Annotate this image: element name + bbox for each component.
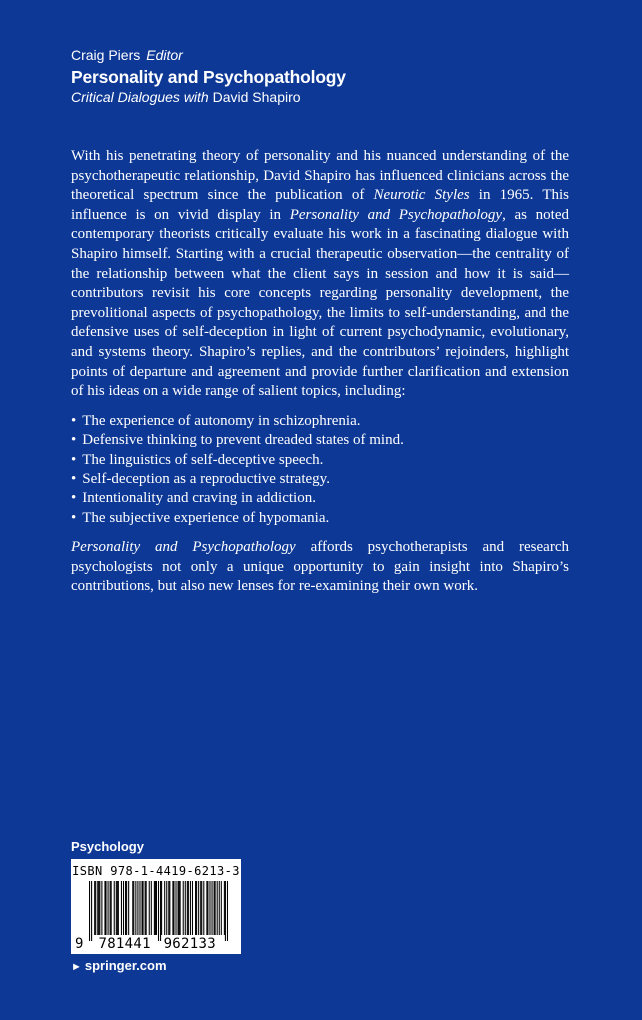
barcode-bar: [89, 881, 90, 941]
barcode-bar: [190, 881, 191, 935]
barcode-bar: [183, 881, 184, 935]
barcode-bar: [91, 881, 92, 941]
barcode-bar: [143, 881, 144, 935]
barcode-bar: [214, 881, 215, 935]
barcode-bar: [137, 881, 138, 935]
editor-name: Craig Piers: [71, 47, 141, 63]
barcode-bar: [126, 881, 127, 935]
barcode-bar: [116, 881, 117, 935]
p2-text: affords psychotherapists and research psychologists not only a unique opportunity to gain insight into Shapiro’s contributions, but also new lenses for re-examining their own work.: [71, 539, 569, 595]
subtitle-italic: Critical Dialogues with: [71, 89, 209, 105]
barcode-bar: [132, 881, 133, 935]
barcode-first-digit: 9: [75, 936, 84, 952]
arrow-right-icon: ►: [71, 961, 82, 973]
barcode-group-2: 962133: [163, 936, 216, 952]
barcode-bar: [173, 881, 174, 935]
p1-italic-title: Personality and Psychopathology: [289, 206, 503, 223]
barcode-bar: [158, 881, 159, 941]
barcode-bar: [212, 881, 213, 935]
editor-line: [71, 46, 591, 64]
barcode-bar: [99, 881, 100, 935]
barcode-bar: [114, 881, 115, 935]
barcode-bar: [104, 881, 105, 935]
barcode-bar: [225, 881, 226, 941]
barcode-bar: [224, 881, 225, 935]
isbn-label: ISBN 978-1-4419-6213-3: [72, 864, 240, 878]
barcode-bar: [180, 881, 181, 935]
subtitle-name: David Shapiro: [212, 89, 301, 105]
barcode-bar: [111, 881, 112, 935]
barcode-bar: [160, 881, 161, 941]
list-item: • Self-deception as a reproductive strategy.: [71, 470, 569, 489]
barcode-bar: [97, 881, 98, 935]
barcode-bar: [207, 881, 208, 935]
barcode-bar: [128, 881, 129, 935]
barcode-bar: [215, 881, 216, 935]
topic-list: [71, 412, 569, 528]
subject-category: Psychology: [71, 839, 144, 854]
description-paragraph-1: [71, 147, 569, 402]
barcode-bar: [172, 881, 173, 935]
book-title: Personality and Psychopathology: [71, 67, 346, 87]
p1-text-c: , as noted contemporary theorists critically evaluate his work in a fascinating dialogue with Shapiro himself. Starting with a crucial therapeutic observation—the centrality of the relationship between what the client says in session and how it is said—contributors revisit his core concepts regarding personality development, the prevolitional aspects of psychopathology, the limits to self-understanding, and the defensive uses of self-deception in light of current psychodynamic, evolutionary, and systems theory. Shapiro’s replies, and the contributors’ rejoinders, highlight points of departure and agreement and provide further clarification and extension of his ideas on a wide range of salient topics, including:: [71, 206, 569, 400]
p1-italic-neurotic-styles: Neurotic Styles: [373, 187, 470, 204]
list-item: • Intentionality and craving in addiction.: [71, 489, 569, 508]
publisher-website: [71, 958, 167, 973]
barcode-bar: [161, 881, 162, 935]
barcode-bar: [192, 881, 193, 935]
barcode-bar: [108, 881, 109, 935]
barcode-bar: [139, 881, 140, 935]
barcode-bar: [121, 881, 122, 935]
barcode-bar: [188, 881, 189, 935]
barcode-bars: [89, 881, 229, 941]
barcode-bar: [198, 881, 199, 935]
list-item: • Defensive thinking to prevent dreaded states of mind.: [71, 431, 569, 450]
barcode-bar: [154, 881, 155, 935]
barcode-bar: [221, 881, 222, 935]
barcode-bar: [118, 881, 119, 935]
barcode-bar: [209, 881, 210, 935]
website-text: springer.com: [84, 958, 167, 973]
book-subtitle: [71, 88, 591, 107]
barcode-bar: [151, 881, 152, 935]
barcode-bar: [196, 881, 197, 935]
barcode-bar: [219, 881, 220, 935]
barcode-bar: [135, 881, 136, 935]
list-item: • The linguistics of self-deceptive speech.: [71, 451, 569, 470]
barcode-bar: [142, 881, 143, 935]
p2-italic-title: Personality and Psychopathology: [71, 539, 296, 556]
barcode-bar: [123, 881, 124, 935]
barcode-bar: [178, 881, 179, 935]
book-description: [71, 147, 569, 597]
barcode-bar: [201, 881, 202, 935]
barcode-bar: [195, 881, 196, 935]
barcode-group-1: 781441: [98, 936, 151, 952]
barcode-digits: [75, 936, 239, 952]
barcode-bar: [156, 881, 157, 935]
barcode-bar: [175, 881, 176, 935]
barcode-bar: [169, 881, 170, 935]
book-header: [71, 46, 591, 107]
isbn-barcode: [71, 859, 241, 954]
barcode-bar: [110, 881, 111, 935]
barcode-bar: [179, 881, 180, 935]
barcode-bar: [203, 881, 204, 935]
barcode-bar: [145, 881, 146, 935]
barcode-bar: [105, 881, 106, 935]
list-item: • The experience of autonomy in schizophrenia.: [71, 412, 569, 431]
barcode-bar: [200, 881, 201, 935]
barcode-bar: [187, 881, 188, 935]
p1-text-b: in 1965. This influence is on vivid display in: [71, 187, 569, 223]
barcode-bar: [168, 881, 169, 935]
barcode-bar: [125, 881, 126, 935]
barcode-bar: [166, 881, 167, 935]
list-item: • The subjective experience of hypomania.: [71, 509, 569, 528]
p1-text-a: With his penetrating theory of personality and his nuanced understanding of the psychotherapeutic relationship, David Shapiro has influenced clinicians across the theoretical spectrum since the publication of: [71, 148, 569, 204]
barcode-bar: [185, 881, 186, 935]
barcode-bar: [227, 881, 228, 941]
barcode-bar: [217, 881, 218, 935]
barcode-bar: [117, 881, 118, 935]
barcode-bar: [101, 881, 102, 935]
barcode-bar: [206, 881, 207, 935]
barcode-bar: [149, 881, 150, 935]
barcode-bar: [95, 881, 96, 935]
editor-role: Editor: [146, 47, 183, 63]
barcode-bar: [155, 881, 156, 935]
barcode-bar: [133, 881, 134, 935]
barcode-bar: [146, 881, 147, 935]
barcode-bar: [98, 881, 99, 935]
description-paragraph-2: [71, 538, 569, 597]
barcode-bar: [164, 881, 165, 935]
barcode-bar: [94, 881, 95, 935]
